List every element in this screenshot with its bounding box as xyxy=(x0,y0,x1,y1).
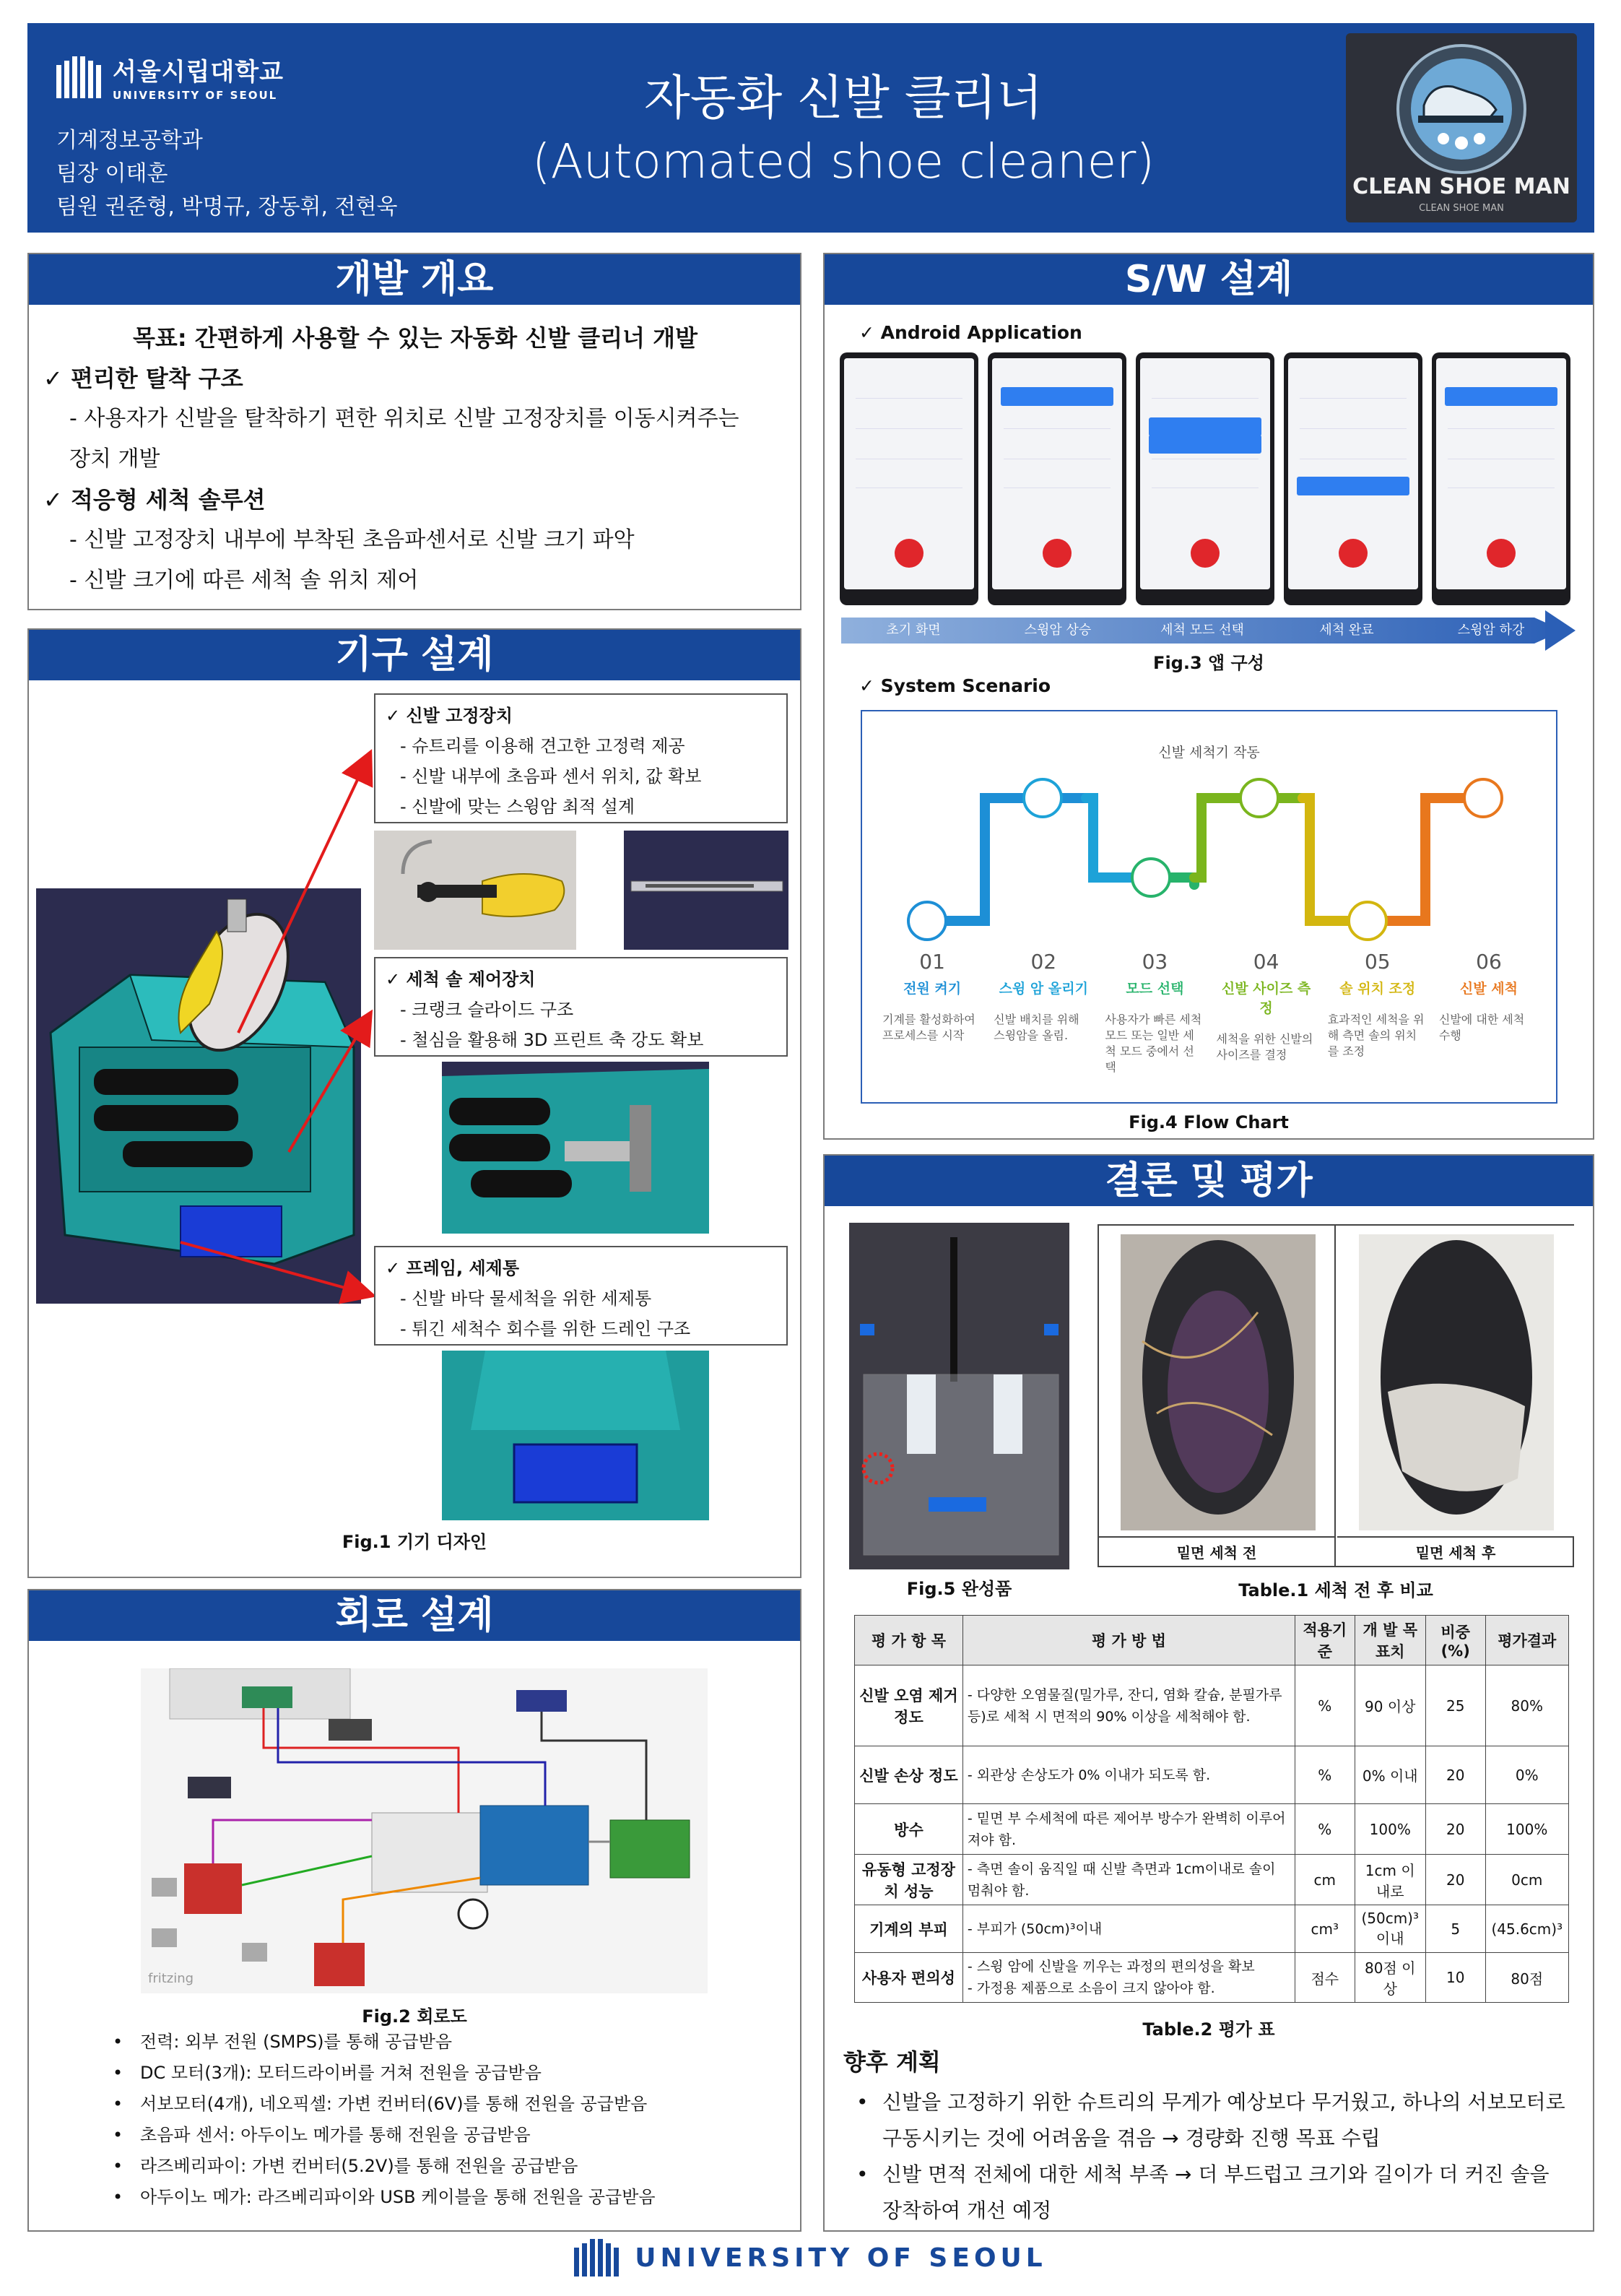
evaluation-table-header xyxy=(855,1616,1569,1665)
app-screen-phone xyxy=(1284,352,1422,605)
app-screen-phone xyxy=(988,352,1126,605)
flow-step-name: 솔 위치 조정 xyxy=(1339,981,1416,997)
power-button-icon[interactable] xyxy=(1487,539,1516,568)
title-en: (Automated shoe cleaner) xyxy=(531,134,1155,189)
header-cell: 비중(%) xyxy=(1425,1616,1485,1665)
table2-caption: Table.2 평가 표 xyxy=(1142,2019,1275,2040)
flow-steps xyxy=(877,950,1544,1075)
circuit-diagram xyxy=(141,1668,708,1993)
android-label: ✓ Android Application xyxy=(859,322,1082,343)
callout-brush-control-title: ✓ 세척 솔 제어장치 xyxy=(386,969,536,989)
evaluation-cell-unit: cm³ xyxy=(1295,1905,1355,1953)
evaluation-cell-unit: % xyxy=(1295,1804,1355,1855)
app-step-label: 스윙암 하강 xyxy=(1457,623,1525,638)
scenario-label: ✓ System Scenario xyxy=(859,675,1051,696)
team-members: 팀원 권준형, 박명규, 장동휘, 전현욱 xyxy=(56,194,398,220)
app-screen-phone xyxy=(1432,352,1570,605)
overview-body xyxy=(43,318,787,601)
before-cell xyxy=(1099,1226,1336,1536)
before-label: 밑면 세척 전 xyxy=(1099,1536,1336,1567)
app-screen-row xyxy=(1300,448,1407,459)
app-screen-row xyxy=(1004,448,1111,459)
header-cell: 평 가 방 법 xyxy=(962,1616,1295,1665)
app-step-label: 초기 화면 xyxy=(886,623,941,638)
flow-step-number: 01 xyxy=(919,950,945,974)
evaluation-cell-result: 100% xyxy=(1485,1804,1568,1855)
comparison-table xyxy=(1098,1224,1574,1567)
flow-step xyxy=(877,950,988,1075)
university-emblem-icon xyxy=(574,2239,619,2276)
flow-step-desc: 세척을 위한 신발의 사이즈를 결정 xyxy=(1216,1032,1313,1062)
university-name-ko: 서울시립대학교 xyxy=(113,58,284,87)
flow-step-desc: 사용자가 빠른 세척 모드 또는 일반 세척 모드 중에서 선택 xyxy=(1105,1013,1202,1074)
callout-frame-tank-title: ✓ 프레임, 세제통 xyxy=(386,1258,520,1278)
frame-tank-render xyxy=(442,1351,709,1520)
callout-shoe-fixture xyxy=(374,693,788,823)
team-info xyxy=(56,124,397,224)
evaluation-cell-item: 방수 xyxy=(855,1804,963,1855)
flow-step-desc: 신발 배치를 위해 스윙암을 올림. xyxy=(994,1013,1079,1042)
flow-chart xyxy=(861,710,1557,1104)
swing-arm-render xyxy=(624,831,788,950)
evaluation-cell-item: 유동형 고정장치 성능 xyxy=(855,1855,963,1905)
flow-step xyxy=(988,950,1099,1075)
evaluation-cell-item: 기계의 부피 xyxy=(855,1905,963,1953)
evaluation-cell-result: 0cm xyxy=(1485,1855,1568,1905)
circuit-bullet: • 아두이노 메가: 라즈베리파이와 USB 케이블을 통해 전원을 공급받음 xyxy=(108,2182,758,2213)
flow-step-name: 전원 켜기 xyxy=(903,981,962,997)
flow-step-name: 신발 사이즈 측정 xyxy=(1221,981,1311,1016)
team-logo-subtext: CLEAN SHOE MAN xyxy=(1419,203,1504,214)
app-action-button[interactable] xyxy=(1001,387,1113,406)
evaluation-cell-target: 80점 이상 xyxy=(1355,1953,1425,2003)
flow-step xyxy=(1433,950,1544,1075)
flow-step xyxy=(1322,950,1433,1075)
evaluation-cell-method: - 측면 솔이 움직일 때 신발 측면과 1cm이내로 솔이 멈춰야 함. xyxy=(962,1855,1295,1905)
evaluation-row xyxy=(855,1905,1569,1953)
poster-header xyxy=(27,23,1594,233)
power-button-icon[interactable] xyxy=(1191,539,1220,568)
callout-frame-tank-desc1: - 신발 바닥 물세척을 위한 세제통 xyxy=(400,1288,652,1309)
overview-item-adaptive: ✓ 적응형 세척 솔루션 xyxy=(43,486,266,514)
app-action-button[interactable] xyxy=(1149,435,1261,454)
app-screen xyxy=(844,358,974,589)
evaluation-cell-weight: 20 xyxy=(1425,1855,1485,1905)
app-action-button[interactable] xyxy=(1297,477,1409,495)
app-screen-row xyxy=(856,387,962,399)
evaluation-row xyxy=(855,1746,1569,1804)
future-plan xyxy=(843,2044,1573,2229)
circuit-bullet: • 서보모터(4개), 네오픽셀: 가변 컨버터(6V)를 통해 전원을 공급받음 xyxy=(108,2089,758,2120)
app-screen-row xyxy=(1448,477,1555,488)
header-cell: 적용기준 xyxy=(1295,1616,1355,1665)
circuit-power-list xyxy=(108,2027,758,2213)
callout-brush-control xyxy=(374,957,788,1057)
future-plan-item: • 신발 면적 전체에 대한 세척 부족 → 더 부드럽고 크기와 길이가 더 커진 솔을 장착하여 개선 예정 xyxy=(843,2157,1573,2229)
after-cell xyxy=(1337,1226,1574,1536)
flow-step-desc: 효과적인 세척을 위해 측면 솔의 위치를 조정 xyxy=(1327,1013,1425,1058)
flow-step-number: 03 xyxy=(1142,950,1168,974)
flow-step xyxy=(1099,950,1210,1075)
overview-title: 개발 개요 xyxy=(29,254,800,305)
app-screen-row xyxy=(1004,417,1111,429)
app-screen-row xyxy=(1300,417,1407,429)
department: 기계정보공학과 xyxy=(56,128,203,153)
university-name-en: UNIVERSITY OF SEOUL xyxy=(113,89,278,102)
app-action-button[interactable] xyxy=(1149,417,1261,436)
app-action-button[interactable] xyxy=(1445,387,1557,406)
shoe-tree-photo xyxy=(374,831,576,950)
callout-shoe-fixture-desc1: - 슈트리를 이용해 견고한 고정력 제공 xyxy=(400,736,685,756)
overview-item-adaptive-desc1: - 신발 고정장치 내부에 부착된 초음파센서로 신발 크기 파악 xyxy=(69,527,635,553)
sw-title: S/W 설계 xyxy=(825,254,1593,305)
app-screen-row xyxy=(1448,448,1555,459)
app-screen xyxy=(992,358,1122,589)
callout-frame-tank xyxy=(374,1246,788,1346)
evaluation-cell-target: 100% xyxy=(1355,1804,1425,1855)
evaluation-cell-target: 0% 이내 xyxy=(1355,1746,1425,1804)
app-screen-phone xyxy=(840,352,978,605)
power-button-icon[interactable] xyxy=(895,539,924,568)
overview-item-detach: ✓ 편리한 탈착 구조 xyxy=(43,365,243,392)
after-label: 밑면 세척 후 xyxy=(1337,1536,1574,1567)
flow-step-name: 모드 선택 xyxy=(1126,981,1184,997)
poster-title xyxy=(432,66,1255,194)
app-screen-row xyxy=(1004,477,1111,488)
power-button-icon[interactable] xyxy=(1339,539,1368,568)
app-screen xyxy=(1288,358,1418,589)
team-logo xyxy=(1346,33,1577,222)
circuit-title: 회로 설계 xyxy=(29,1590,800,1641)
circuit-bullet: • 라즈베리파이: 가변 컨버터(5.2V)를 통해 전원을 공급받음 xyxy=(108,2151,758,2182)
flow-step-number: 04 xyxy=(1253,950,1279,974)
evaluation-row xyxy=(855,1665,1569,1746)
flow-step-number: 02 xyxy=(1030,950,1057,974)
overview-item-detach-desc-cont: 장치 개발 xyxy=(69,446,160,472)
flow-step-name: 스윙 암 올리기 xyxy=(999,981,1088,997)
university-emblem-icon xyxy=(56,56,101,98)
app-screen-row xyxy=(856,448,962,459)
callout-brush-control-desc2: - 철심을 활용해 3D 프린트 축 강도 확보 xyxy=(400,1030,704,1050)
evaluation-cell-item: 신발 오염 제거 정도 xyxy=(855,1665,963,1746)
fig1-caption: Fig.1 기기 디자인 xyxy=(342,1532,487,1552)
overview-item-adaptive-desc2: - 신발 크기에 따른 세척 솔 위치 제어 xyxy=(69,568,419,593)
callout-shoe-fixture-desc2: - 신발 내부에 초음파 센서 위치, 값 확보 xyxy=(400,766,702,787)
app-screen-row xyxy=(1300,387,1407,399)
circuit-bullet: • DC 모터(3개): 모터드라이버를 거쳐 전원을 공급받음 xyxy=(108,2058,758,2089)
app-step-label: 세척 모드 선택 xyxy=(1160,623,1244,638)
app-screen xyxy=(1436,358,1566,589)
final-product-photo xyxy=(849,1223,1069,1569)
callout-shoe-fixture-title: ✓ 신발 고정장치 xyxy=(386,706,513,726)
evaluation-cell-target: 90 이상 xyxy=(1355,1665,1425,1746)
machine-3d-render xyxy=(36,888,361,1304)
evaluation-row xyxy=(855,1804,1569,1855)
flow-step-desc: 신발에 대한 세척 수행 xyxy=(1438,1013,1525,1042)
evaluation-cell-result: 80% xyxy=(1485,1665,1568,1746)
app-screen xyxy=(1140,358,1270,589)
evaluation-cell-target: 1cm 이내로 xyxy=(1355,1855,1425,1905)
conclusion-title: 결론 및 평가 xyxy=(825,1156,1593,1206)
flow-step-number: 06 xyxy=(1476,950,1502,974)
evaluation-cell-target: (50cm)³ 이내 xyxy=(1355,1905,1425,1953)
evaluation-cell-weight: 5 xyxy=(1425,1905,1485,1953)
mech-title: 기구 설계 xyxy=(29,630,800,680)
evaluation-cell-weight: 20 xyxy=(1425,1746,1485,1804)
brush-control-render xyxy=(442,1062,709,1234)
evaluation-cell-weight: 10 xyxy=(1425,1953,1485,2003)
app-step-labels xyxy=(841,618,1563,644)
fritzing-watermark: fritzing xyxy=(148,1971,194,1986)
evaluation-cell-weight: 25 xyxy=(1425,1665,1485,1746)
app-screen-phone xyxy=(1136,352,1274,605)
evaluation-row xyxy=(855,1953,1569,2003)
app-screen-row xyxy=(1152,477,1259,488)
evaluation-cell-unit: % xyxy=(1295,1746,1355,1804)
evaluation-cell-unit: 점수 xyxy=(1295,1953,1355,2003)
evaluation-cell-method: - 스윙 암에 신발을 끼우는 과정의 편의성을 확보 - 가정용 제품으로 소음이 크지 않아야 함. xyxy=(962,1953,1295,2003)
circuit-bullet: • 전력: 외부 전원 (SMPS)를 통해 공급받음 xyxy=(108,2027,758,2058)
header-cell: 평 가 항 목 xyxy=(855,1616,963,1665)
evaluation-cell-method: - 외관상 손상도가 0% 이내가 되도록 함. xyxy=(962,1746,1295,1804)
team-leader: 팀장 이태훈 xyxy=(56,161,168,186)
flow-chart-title: 신발 세척기 작동 xyxy=(1158,745,1260,761)
callout-frame-tank-desc2: - 튀긴 세척수 회수를 위한 드레인 구조 xyxy=(400,1319,691,1339)
evaluation-cell-unit: cm xyxy=(1295,1855,1355,1905)
overview-item-detach-desc: - 사용자가 신발을 탈착하기 편한 위치로 신발 고정장치를 이동시켜주는 xyxy=(69,406,739,431)
footer-university-name: UNIVERSITY OF SEOUL xyxy=(635,2243,1047,2273)
evaluation-cell-method: - 밑면 부 수세척에 따른 제어부 방수가 완벽히 이루어져야 함. xyxy=(962,1804,1295,1855)
evaluation-cell-method: - 다양한 오염물질(밀가루, 잔디, 염화 칼슘, 분필가루 등)로 세척 시 면적의 90% 이상을 세척해야 함. xyxy=(962,1665,1295,1746)
evaluation-cell-weight: 20 xyxy=(1425,1804,1485,1855)
flow-step-name: 신발 세척 xyxy=(1459,981,1518,997)
header-cell: 평가결과 xyxy=(1485,1616,1568,1665)
fig3-caption: Fig.3 앱 구성 xyxy=(1153,653,1264,673)
app-screen-row xyxy=(1448,417,1555,429)
university-logo xyxy=(56,52,284,102)
title-ko: 자동화 신발 클리너 xyxy=(643,70,1043,126)
fig5-caption: Fig.5 완성품 xyxy=(906,1579,1012,1599)
evaluation-table xyxy=(854,1615,1569,2003)
future-plan-title: 향후 계획 xyxy=(843,2048,941,2076)
flow-step-number: 05 xyxy=(1364,950,1391,974)
evaluation-cell-item: 사용자 편의성 xyxy=(855,1953,963,2003)
fig4-caption: Fig.4 Flow Chart xyxy=(1129,1112,1289,1132)
evaluation-cell-result: (45.6cm)³ xyxy=(1485,1905,1568,1953)
app-screen-row xyxy=(856,477,962,488)
app-screen-row xyxy=(1152,387,1259,399)
evaluation-cell-result: 80점 xyxy=(1485,1953,1568,2003)
evaluation-cell-method: - 부피가 (50cm)³이내 xyxy=(962,1905,1295,1953)
future-plan-item: • 신발을 고정하기 위한 슈트리의 무게가 예상보다 무거웠고, 하나의 서보모터로 구동시키는 것에 어려움을 겪음 → 경량화 진행 목표 수립 xyxy=(843,2084,1573,2157)
evaluation-cell-item: 신발 손상 정도 xyxy=(855,1746,963,1804)
app-step-label: 세척 완료 xyxy=(1319,623,1374,638)
poster-footer xyxy=(0,2239,1621,2276)
evaluation-cell-result: 0% xyxy=(1485,1746,1568,1804)
flow-step-desc: 기계를 활성화하여 프로세스를 시작 xyxy=(882,1013,975,1042)
evaluation-row xyxy=(855,1855,1569,1905)
table1-caption: Table.1 세척 전 후 비교 xyxy=(1238,1580,1433,1600)
overview-goal: 목표: 간편하게 사용할 수 있는 자동화 신발 클리너 개발 xyxy=(133,324,697,352)
app-step-label: 스윙암 상승 xyxy=(1024,623,1092,638)
callout-brush-control-desc1: - 크랭크 슬라이드 구조 xyxy=(400,1000,574,1020)
flow-step xyxy=(1211,950,1322,1075)
app-screen-row xyxy=(856,417,962,429)
power-button-icon[interactable] xyxy=(1043,539,1072,568)
circuit-bullet: • 초음파 센서: 아두이노 메가를 통해 전원을 공급받음 xyxy=(108,2120,758,2151)
team-logo-text: CLEAN SHOE MAN xyxy=(1352,174,1570,199)
callout-shoe-fixture-desc3: - 신발에 맞는 스윙암 최적 설계 xyxy=(400,797,635,817)
evaluation-cell-unit: % xyxy=(1295,1665,1355,1746)
header-cell: 개 발 목표치 xyxy=(1355,1616,1425,1665)
fig2-caption: Fig.2 회로도 xyxy=(362,2006,467,2027)
